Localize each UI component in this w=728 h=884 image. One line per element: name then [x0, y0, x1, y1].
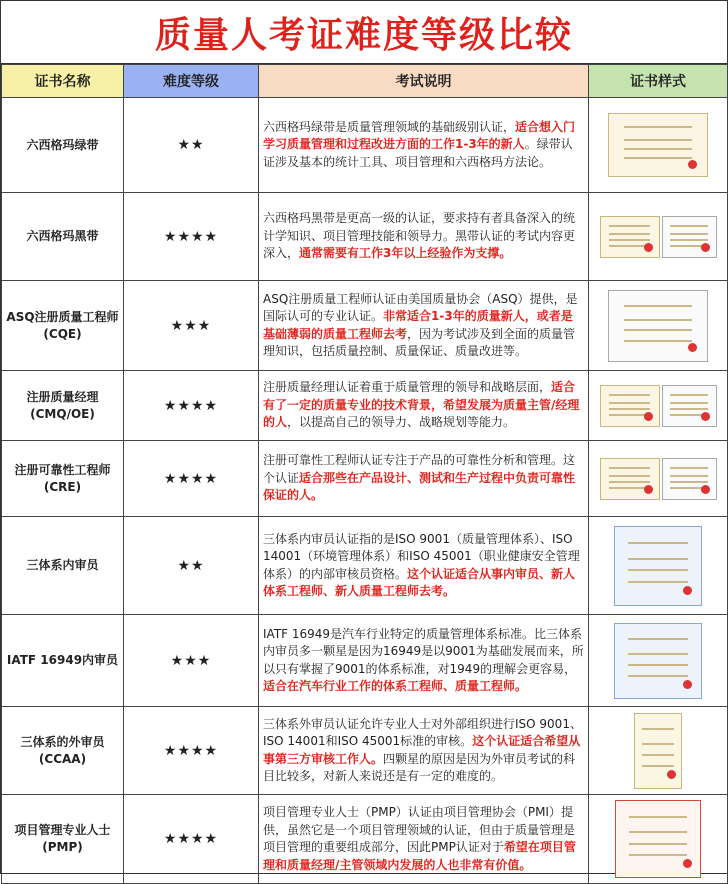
certificate-image	[634, 713, 682, 789]
description-text: 三体系内审员认证指的是ISO 9001（质量管理体系）、ISO 14001（环境管理体系）和ISO 45001（职业健康安全管理体系）的内部审核员资格。	[263, 531, 580, 581]
cert-description	[259, 441, 589, 517]
table-row	[2, 517, 728, 615]
table-row	[2, 441, 728, 517]
cert-name: 注册可靠性工程师(CRE)	[2, 441, 124, 517]
difficulty-stars: ★★★★	[124, 441, 259, 517]
highlight-text: 适合那些在产品设计、测试和生产过程中负责可靠性保证的人。	[263, 470, 576, 503]
difficulty-stars: ★★★	[124, 281, 259, 371]
cert-description	[259, 281, 589, 371]
cert-description	[259, 707, 589, 795]
description-text: 四颗星的原因是因为外审员考试的科目比较多，对新人来说还是有一定的难度的。	[263, 751, 576, 783]
highlight-text: 适合想入门学习质量管理和过程改进方面的工作1-3年的新人	[263, 119, 576, 152]
table-row	[2, 281, 728, 371]
header-description: 考试说明	[259, 65, 589, 98]
description-text: ，以提高自己的领导力、战略规划等能力。	[287, 415, 516, 430]
page-title: 质量人考证难度等级比较	[1, 1, 727, 64]
certificate-sample	[589, 98, 728, 193]
certificate-image	[615, 800, 701, 878]
certificate-sample	[589, 795, 728, 884]
certificate-image	[600, 458, 660, 500]
certificate-sample	[589, 615, 728, 707]
certificate-sample	[589, 281, 728, 371]
cert-description	[259, 98, 589, 193]
highlight-text: 适合在汽车行业工作的体系工程师、质量工程师。	[263, 679, 528, 693]
cert-name: 项目管理专业人士(PMP)	[2, 795, 124, 884]
certificate-sample	[589, 707, 728, 795]
difficulty-stars: ★★★★	[124, 795, 259, 884]
highlight-text: 这个认证适合从事内审员、新人体系工程师、新人质量工程师去考。	[263, 566, 576, 598]
cert-name: 六西格玛黑带	[2, 193, 124, 281]
difficulty-stars: ★★★★	[124, 707, 259, 795]
difficulty-stars: ★★★	[124, 615, 259, 707]
description-text: 注册可靠性工程师认证专注于产品的可靠性分析和管理。这个认证	[263, 453, 576, 485]
certificate-image	[608, 290, 708, 362]
certificate-sample	[589, 371, 728, 441]
certificate-image	[662, 458, 717, 500]
table-row	[2, 371, 728, 441]
certificate-image	[608, 113, 708, 177]
description-text: 六西格玛黑带是更高一级的认证，要求持有者具备深入的统计学知识、项目管理技能和领导力。黑带认证的考试内容更深入，	[263, 211, 576, 261]
cert-name: 注册质量经理(CMQ/OE)	[2, 371, 124, 441]
cert-name: 三体系内审员	[2, 517, 124, 615]
table-row	[2, 98, 728, 193]
cert-description	[259, 193, 589, 281]
description-text: ，因为考试涉及到全面的质量管理知识，包括质量控制、质量保证、质量改进等。	[263, 326, 576, 358]
cert-name: 三体系的外审员(CCAA)	[2, 707, 124, 795]
header-row	[2, 65, 728, 98]
difficulty-stars: ★★	[124, 517, 259, 615]
difficulty-stars: ★★★★	[124, 371, 259, 441]
difficulty-stars: ★★★★	[124, 193, 259, 281]
certificate-image	[662, 216, 717, 258]
cert-name: ASQ注册质量工程师(CQE)	[2, 281, 124, 371]
description-text: 六西格玛绿带是质量管理领域的基础级别认证，	[263, 119, 516, 134]
cert-name: IATF 16949内审员	[2, 615, 124, 707]
certificate-image	[614, 526, 702, 606]
certificate-sample	[589, 441, 728, 517]
highlight-text: 希望在项目管理和质量经理/主管领域内发展的人也非常有价值。	[263, 840, 576, 872]
certificate-sample	[589, 193, 728, 281]
table-row	[2, 707, 728, 795]
comparison-table	[1, 64, 728, 884]
header-sample: 证书样式	[589, 65, 728, 98]
description-text: IATF 16949是汽车行业特定的质量管理体系标准。比三体系内审员多一颗星是因为16949是以9001为基础发展而来，所以只有掌握了9001的体系标准，对1949的理解会更容易，	[263, 626, 584, 676]
description-text: 注册质量经理认证着重于质量管理的领导和战略层面，	[263, 380, 552, 395]
difficulty-stars: ★★	[124, 98, 259, 193]
cert-description	[259, 615, 589, 707]
table-row	[2, 615, 728, 707]
cert-description	[259, 517, 589, 615]
certificate-image	[614, 623, 702, 699]
header-difficulty: 难度等级	[124, 65, 259, 98]
highlight-text: 这个认证适合希望从事第三方审核工作人。	[263, 734, 581, 766]
description-text: 三体系外审员认证允许专业人士对外部组织进行ISO 9001、ISO 14001和ISO 45001标准的审核。	[263, 716, 582, 748]
header-name: 证书名称	[2, 65, 124, 98]
highlight-text: 适合有了一定的质量专业的技术背景，希望发展为质量主管/经理的人	[263, 380, 580, 430]
table-row	[2, 193, 728, 281]
cert-description	[259, 795, 589, 884]
cert-name: 六西格玛绿带	[2, 98, 124, 193]
highlight-text: 非常适合1-3年的质量新人，或者是基础薄弱的质量工程师去考	[263, 309, 573, 341]
highlight-text: 通常需要有工作3年以上经验作为支撑。	[299, 246, 512, 261]
table-row	[2, 795, 728, 884]
cert-description	[259, 371, 589, 441]
certificate-image	[600, 385, 660, 427]
certificate-sample	[589, 517, 728, 615]
description-text: 项目管理专业人士（PMP）认证由项目管理协会（PMI）提供，虽然它是一个项目管理领域的认证，但由于质量管理是项目管理的重要组成部分，因此PMP认证对于	[263, 805, 576, 854]
certificate-image	[662, 385, 717, 427]
description-text: 。绿带认证涉及基本的统计工具、项目管理和六西格玛方法论。	[263, 137, 573, 169]
description-text: ASQ注册质量工程师认证由美国质量协会（ASQ）提供，是国际认可的专业认证。	[263, 291, 578, 323]
certificate-image	[600, 216, 660, 258]
